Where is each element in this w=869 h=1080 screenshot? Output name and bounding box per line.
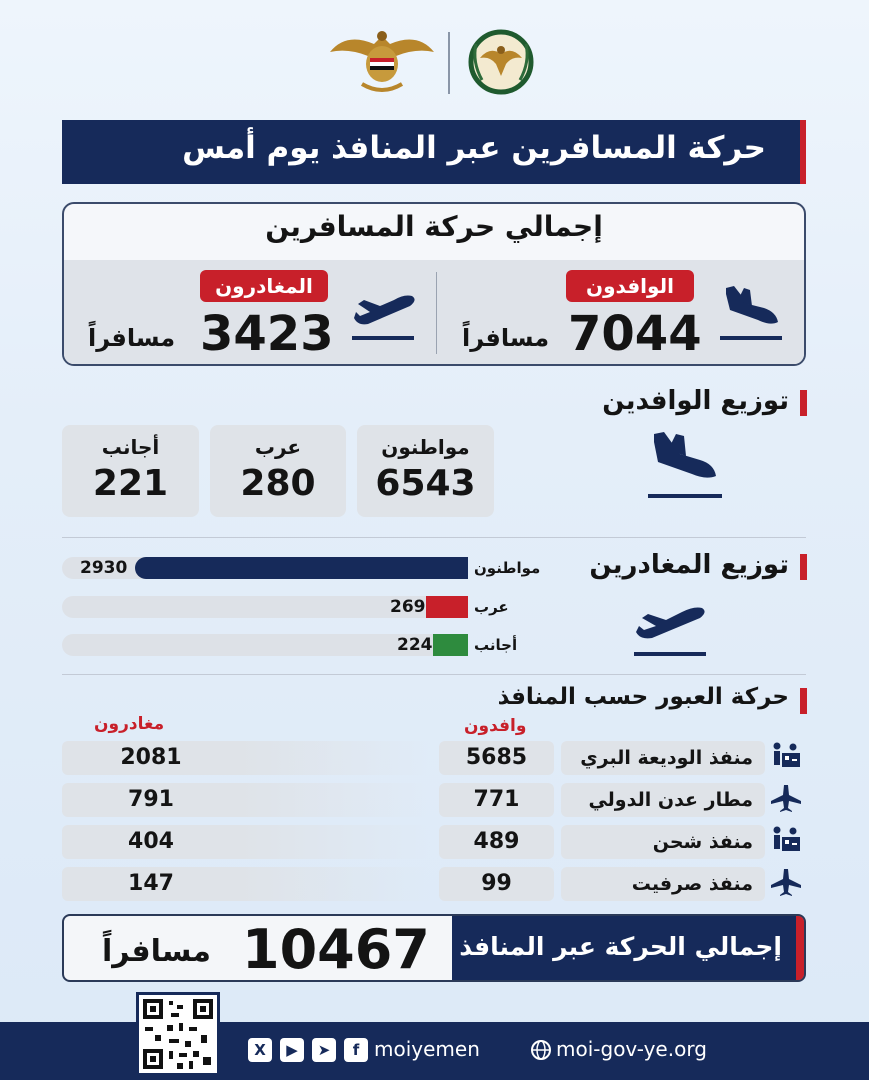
departure-plane-icon: [630, 598, 710, 660]
total-divider: [436, 272, 437, 354]
page-title: حركة المسافرين عبر المنافذ يوم أمس: [182, 130, 766, 166]
port-departures: 404: [62, 825, 240, 859]
airplane-icon: [769, 867, 807, 901]
arrivals-card-citizens: [357, 425, 494, 517]
bar-label: عرب: [474, 598, 509, 616]
card-label: عرب: [254, 435, 302, 459]
port-name: منفذ شحن: [561, 825, 765, 859]
port-arrivals: 99: [439, 867, 554, 901]
arrivals-distribution-heading: [587, 386, 807, 420]
bar-fill: [135, 557, 468, 579]
departures-distribution-heading: [583, 550, 807, 584]
grand-total-unit: مسافراً: [102, 934, 211, 969]
border-crossing-icon: [769, 825, 807, 859]
port-name: منفذ صرفيت: [561, 867, 765, 901]
x-icon[interactable]: X: [248, 1038, 272, 1062]
grand-total-box: [62, 914, 806, 982]
arrivals-card-foreigners: [62, 425, 199, 517]
departures-total: 3423: [200, 306, 334, 362]
bar-value: 2930: [80, 558, 128, 578]
bar-value: 269: [390, 597, 426, 617]
header-logos: [320, 22, 550, 102]
website-link[interactable]: moi-gov-ye.org: [556, 1037, 707, 1061]
section-marker: [800, 554, 807, 580]
port-departures: 147: [62, 867, 240, 901]
port-name: مطار عدن الدولي: [561, 783, 765, 817]
port-departures: 791: [62, 783, 240, 817]
title-accent: [800, 120, 806, 184]
youtube-icon[interactable]: ▶: [280, 1038, 304, 1062]
social-handle[interactable]: moiyemen: [374, 1037, 480, 1061]
card-label: أجانب: [101, 435, 160, 459]
globe-icon: [530, 1039, 552, 1061]
port-departures-fade: [240, 867, 430, 901]
port-departures-fade: [240, 741, 430, 775]
port-departures: 2081: [62, 741, 240, 775]
qr-code-pattern: [139, 995, 217, 1073]
arrivals-column-header: وافدون: [464, 716, 527, 736]
section-divider: [62, 674, 806, 675]
departure-plane-icon: [348, 286, 418, 344]
arrivals-card-arabs: [210, 425, 346, 517]
port-arrivals: 5685: [439, 741, 554, 775]
qr-code[interactable]: [136, 992, 220, 1076]
port-name: منفذ الوديعة البري: [561, 741, 765, 775]
telegram-icon[interactable]: ➤: [312, 1038, 336, 1062]
arrival-plane-icon: [718, 282, 784, 344]
arrivals-distribution-title: توزيع الوافدين: [602, 386, 789, 416]
port-departures-fade: [240, 783, 430, 817]
yemen-emblem-logo: [326, 22, 438, 98]
total-movement-box: [62, 202, 806, 366]
port-departures-fade: [240, 825, 430, 859]
border-crossing-icon: [769, 741, 807, 775]
grand-total-label: إجمالي الحركة عبر المنافذ: [459, 932, 782, 961]
arrivals-unit: مسافراً: [462, 324, 550, 352]
bar-value: 224: [397, 635, 433, 655]
bar-fill: [433, 634, 468, 656]
total-movement-panel: [64, 260, 804, 366]
grand-total-value: 10467: [242, 918, 430, 981]
arrivals-total: 7044: [568, 306, 702, 362]
total-movement-heading: إجمالي حركة المسافرين: [265, 210, 603, 243]
card-value: 280: [240, 463, 316, 504]
bar-label: مواطنون: [474, 559, 541, 577]
title-banner: [62, 120, 806, 184]
card-value: 6543: [375, 463, 476, 504]
facebook-icon[interactable]: f: [344, 1038, 368, 1062]
bar-fill: [426, 596, 468, 618]
card-value: 221: [92, 463, 169, 504]
port-arrivals: 489: [439, 825, 554, 859]
arrival-plane-icon: [644, 428, 726, 502]
logo-divider: [448, 32, 450, 94]
port-arrivals: 771: [439, 783, 554, 817]
ports-heading: [497, 684, 807, 718]
departures-unit: مسافراً: [88, 324, 176, 352]
departures-pill: المغادرون: [200, 270, 328, 302]
ports-title: حركة العبور حسب المنافذ: [497, 684, 789, 710]
departures-column-header: مغادرون: [94, 714, 165, 734]
grand-total-accent: [796, 916, 804, 982]
card-label: مواطنون: [381, 435, 470, 459]
section-divider: [62, 537, 806, 538]
bar-label: أجانب: [474, 636, 518, 654]
departures-distribution-title: توزيع المغادرين: [589, 550, 789, 580]
section-marker: [800, 688, 807, 714]
arrivals-pill: الوافدون: [566, 270, 694, 302]
airplane-icon: [769, 783, 807, 817]
section-marker: [800, 390, 807, 416]
ministry-interior-logo: [466, 22, 536, 98]
